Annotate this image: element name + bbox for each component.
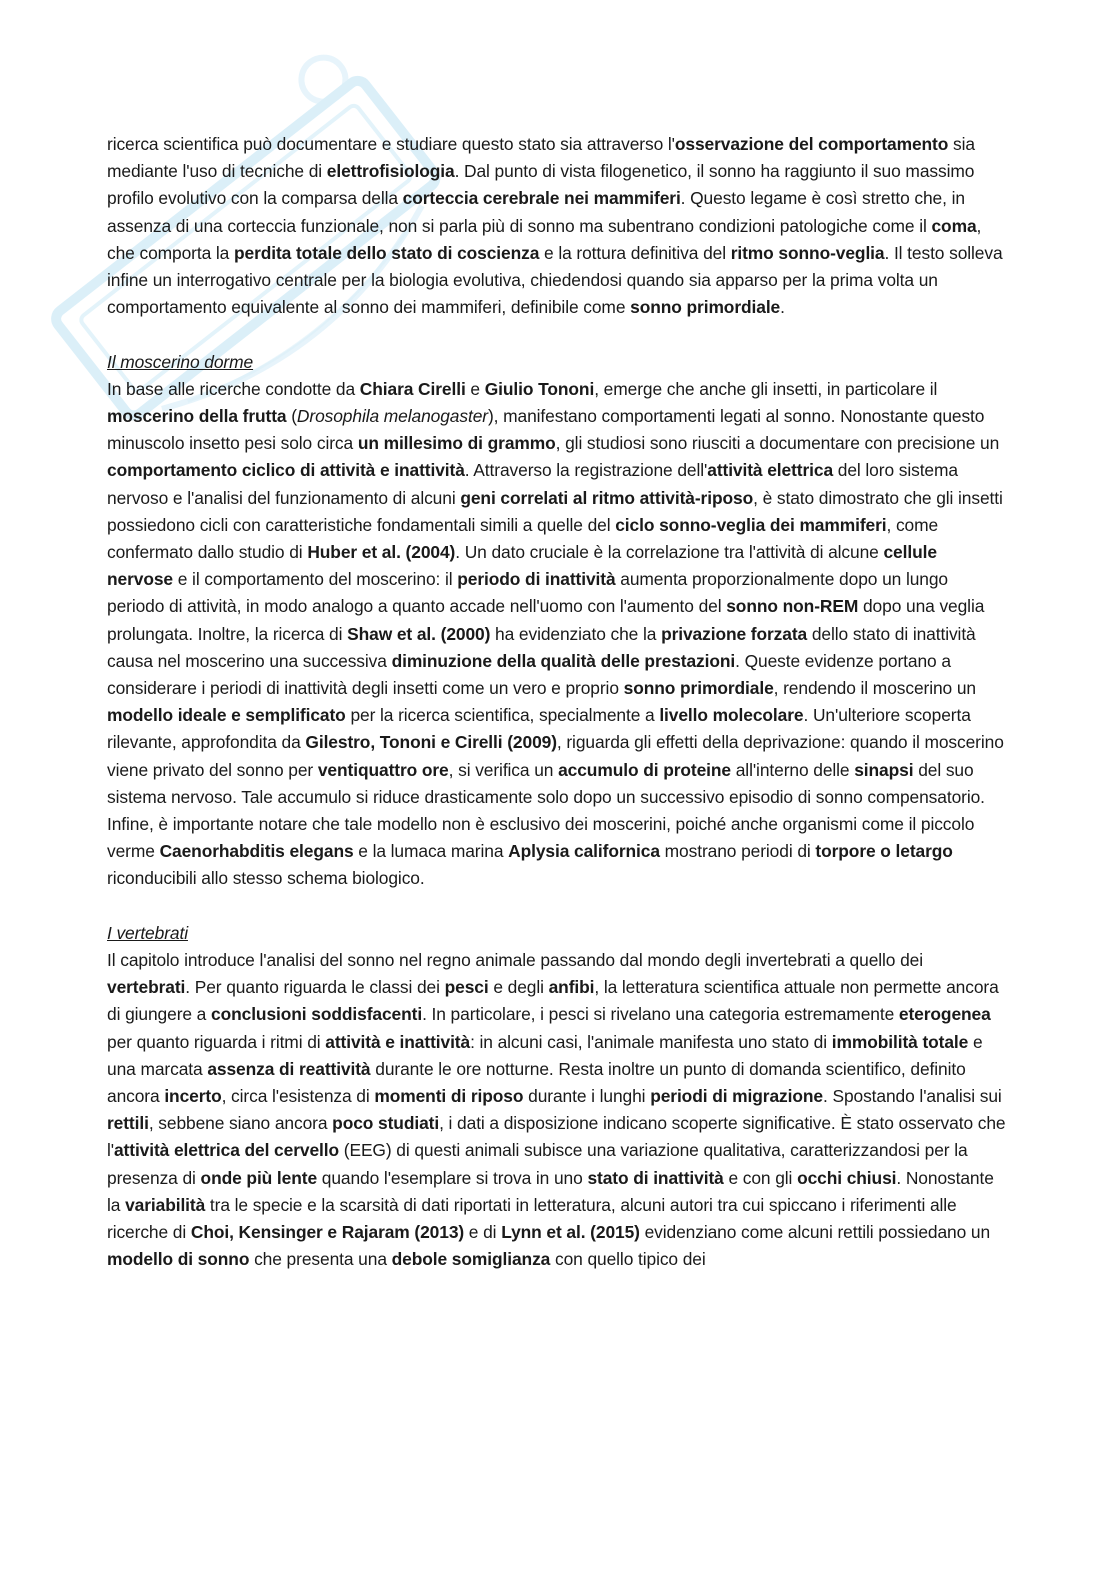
- text-run: , come confermato dallo studio di: [107, 514, 939, 563]
- paragraph-spacer: [107, 321, 1007, 348]
- text-run: , è stato dimostrato che gli insetti possiedono cicli con caratteristiche fondamentali simili a quelle del: [107, 487, 1003, 535]
- bold-term: Choi, Kensinger e Rajaram (2013): [190, 1222, 465, 1243]
- text-run: . Il testo solleva infine un interrogativo centrale per la biologia evolutiva, chiedendosi quando sia apparso per la prima volta un comportamento equivalente al sonno dei mammiferi, definibile come: [107, 242, 1003, 318]
- text-run: e degli: [488, 977, 549, 998]
- text-run: (EEG) di questi animali subisce una variazione qualitativa, caratterizzandosi per la presenza di: [107, 1140, 968, 1188]
- text-run: e il comportamento del moscerino: il: [173, 569, 458, 590]
- text-run: dopo una veglia prolungata. Inoltre, la ricerca di: [107, 596, 985, 644]
- bold-term: modello ideale e semplificato: [107, 705, 346, 726]
- bold-term: ciclo sonno-veglia dei mammiferi: [615, 514, 887, 535]
- text-run: . Queste evidenze portano a considerare i periodi di inattività degli insetti come un vero e proprio: [107, 650, 951, 699]
- bold-term: coma: [931, 215, 977, 236]
- bold-term: sinapsi: [854, 759, 914, 780]
- bold-term: Shaw et al. (2000): [347, 623, 491, 644]
- text-run: . Spostando l'analisi sui: [822, 1086, 1002, 1107]
- bold-term: corteccia cerebrale nei mammiferi: [402, 188, 681, 209]
- bold-term: diminuzione della qualità delle prestazioni: [391, 650, 736, 671]
- text-run: . Dal punto di vista filogenetico, il sonno ha raggiunto il suo massimo profilo evolutivo con la comparsa della: [107, 161, 975, 209]
- bold-term: vertebrati: [107, 977, 186, 998]
- italic-term: Drosophila melanogaster: [296, 406, 488, 427]
- bold-term: sonno non-REM: [726, 596, 859, 617]
- text-run: con quello tipico dei: [550, 1249, 706, 1270]
- text-run: per la ricerca scientifica, specialmente a: [345, 705, 660, 726]
- bold-term: accumulo di proteine: [558, 759, 731, 780]
- text-run: Il capitolo introduce l'analisi del sonno nel regno animale passando dal mondo degli invertebrati a quello dei: [107, 950, 924, 971]
- text-run: all'interno delle: [731, 759, 855, 780]
- paragraph-spacer: [107, 893, 1007, 920]
- text-run: e la rottura definitiva del: [539, 242, 731, 263]
- text-run: quando l'esemplare si trova in uno: [317, 1167, 588, 1188]
- bold-term: assenza di reattività: [207, 1058, 371, 1079]
- text-run: riconducibili allo stesso schema biologico.: [107, 868, 425, 889]
- bold-term: eterogenea: [898, 1004, 991, 1025]
- text-run: sia mediante l'uso di tecniche di: [107, 134, 975, 182]
- bold-term: Giulio Tononi: [484, 378, 595, 399]
- bold-term: debole somiglianza: [391, 1249, 551, 1270]
- text-run: e la lumaca marina: [353, 841, 509, 862]
- bold-term: immobilità totale: [831, 1031, 969, 1052]
- bold-term: Lynn et al. (2015): [501, 1222, 640, 1243]
- bold-term: livello molecolare: [659, 705, 804, 726]
- bold-term: elettrofisiologia: [326, 161, 455, 182]
- bold-term: conclusioni soddisfacenti: [211, 1004, 423, 1025]
- bold-term: poco studiati: [332, 1113, 440, 1134]
- bold-term: momenti di riposo: [374, 1086, 524, 1107]
- bold-term: moscerino della frutta: [107, 406, 287, 427]
- text-run: ha evidenziato che la: [490, 623, 662, 644]
- text-run: , i dati a disposizione indicano scoperte significative. È stato osservato che l': [107, 1113, 1006, 1161]
- bold-term: rettili: [107, 1113, 149, 1134]
- bold-term: comportamento ciclico di attività e inattività: [107, 460, 465, 481]
- text-run: . Attraverso la registrazione dell': [464, 460, 708, 481]
- text-run: , sebbene siano ancora: [148, 1113, 333, 1134]
- text-run: , rendendo il moscerino un: [773, 678, 976, 699]
- text-run: . Per quanto riguarda le classi dei: [185, 977, 445, 998]
- text-run: mostrano periodi di: [659, 841, 816, 862]
- bold-term: pesci: [444, 977, 489, 998]
- bold-term: occhi chiusi: [797, 1167, 897, 1188]
- bold-term: ventiquattro ore: [317, 759, 449, 780]
- text-run: che presenta una: [249, 1249, 392, 1270]
- watermark-circle: [293, 49, 355, 111]
- text-run: evidenziano come alcuni rettili possiedano un: [639, 1222, 991, 1243]
- text-run: del loro sistema nervoso e l'analisi del funzionamento di alcuni: [107, 460, 958, 508]
- text-run: durante i lunghi: [523, 1086, 651, 1107]
- bold-term: torpore o letargo: [815, 841, 953, 862]
- document-body: [107, 131, 1007, 1274]
- section-body-vertebrati: [107, 947, 1007, 1273]
- bold-term: stato di inattività: [587, 1167, 724, 1188]
- bold-term: osservazione del comportamento: [674, 134, 949, 154]
- bold-term: attività elettrica del cervello: [113, 1140, 340, 1161]
- section-heading-moscerino: Il moscerino dorme: [107, 351, 254, 372]
- text-run: e di: [464, 1222, 502, 1243]
- text-run: durante le ore notturne. Resta inoltre un punto di domanda scientifico, definito ancora: [107, 1058, 966, 1107]
- bold-term: perdita totale dello stato di coscienza: [233, 242, 540, 263]
- bold-term: Gilestro, Tononi e Cirelli (2009): [305, 732, 557, 753]
- bold-term: Aplysia californica: [508, 841, 660, 862]
- text-run: per quanto riguarda i ritmi di: [107, 1031, 326, 1052]
- text-run: dello stato di inattività causa nel moscerino una successiva: [107, 623, 976, 671]
- text-run: , riguarda gli effetti della deprivazione: quando il moscerino viene privato del sonno per: [107, 732, 1004, 780]
- text-run: : in alcuni casi, l'animale manifesta uno stato di: [470, 1031, 832, 1052]
- text-run: , gli studiosi sono riusciti a documentare con precisione un: [555, 433, 1000, 454]
- bold-term: un millesimo di grammo: [357, 433, 556, 454]
- text-run: . Nonostante la: [107, 1167, 994, 1215]
- bold-term: incerto: [164, 1086, 222, 1107]
- text-run: (: [286, 406, 297, 427]
- bold-term: variabilità: [125, 1194, 206, 1215]
- section-body-moscerino: [107, 376, 1007, 893]
- text-run: del suo sistema nervoso. Tale accumulo si riduce drasticamente solo dopo un successivo episodio di sonno compensatorio. Infine, è importante notare che tale modello non è esclusivo dei moscerini, poiché anche organismi come il piccolo verme: [107, 759, 985, 862]
- text-run: aumenta proporzionalmente dopo un lungo periodo di attività, in modo analogo a quanto accade nell'uomo con l'aumento del: [107, 569, 949, 617]
- text-run: ricerca scientifica può documentare e studiare questo stato sia attraverso l': [107, 134, 675, 154]
- text-run: , emerge che anche gli insetti, in particolare il: [594, 378, 938, 399]
- bold-term: periodo di inattività: [457, 569, 616, 590]
- bold-term: ritmo sonno-veglia: [730, 242, 885, 263]
- bold-term: sonno primordiale: [623, 678, 774, 699]
- text-run: . Questo legame è così stretto che, in assenza di una corteccia funzionale, non si parla più di sonno ma subentrano condizioni patologiche come il: [107, 188, 965, 236]
- bold-term: periodi di migrazione: [650, 1086, 823, 1107]
- intro-paragraph: [107, 131, 1007, 321]
- bold-term: attività e inattività: [325, 1031, 471, 1052]
- text-run: e una marcata: [107, 1031, 983, 1079]
- bold-term: Caenorhabditis elegans: [159, 841, 354, 862]
- bold-term: cellule nervose: [107, 542, 937, 590]
- bold-term: attività elettrica: [707, 460, 834, 481]
- text-run: . Un'ulteriore scoperta rilevante, approfondita da: [107, 705, 971, 753]
- text-run: . Un dato cruciale è la correlazione tra l'attività di alcune: [455, 542, 884, 563]
- text-run: , che comporta la: [107, 215, 982, 263]
- text-run: . In particolare, i pesci si rivelano una categoria estremamente: [422, 1004, 899, 1025]
- bold-term: Huber et al. (2004): [307, 542, 456, 563]
- text-run: , circa l'esistenza di: [221, 1086, 375, 1107]
- bold-term: geni correlati al ritmo attività-riposo: [460, 487, 754, 508]
- text-run: e: [465, 378, 485, 399]
- text-run: , si verifica un: [448, 759, 559, 780]
- section-heading-vertebrati: I vertebrati: [107, 922, 188, 943]
- bold-term: modello di sonno: [107, 1249, 250, 1270]
- text-run: In base alle ricerche condotte da: [107, 378, 360, 399]
- text-run: ), manifestano comportamenti legati al sonno. Nonostante questo minuscolo insetto pesi solo circa: [107, 406, 985, 454]
- bold-term: Chiara Cirelli: [359, 378, 466, 399]
- text-run: .: [780, 297, 785, 318]
- text-run: tra le specie e la scarsità di dati riportati in letteratura, alcuni autori tra cui spiccano i riferimenti alle ricerche di: [107, 1194, 957, 1243]
- text-run: , la letteratura scientifica attuale non permette ancora di giungere a: [107, 977, 999, 1025]
- text-run: e con gli: [723, 1167, 798, 1188]
- bold-term: onde più lente: [200, 1167, 318, 1188]
- bold-term: sonno primordiale: [630, 297, 781, 318]
- bold-term: anfibi: [548, 977, 595, 998]
- bold-term: privazione forzata: [661, 623, 808, 644]
